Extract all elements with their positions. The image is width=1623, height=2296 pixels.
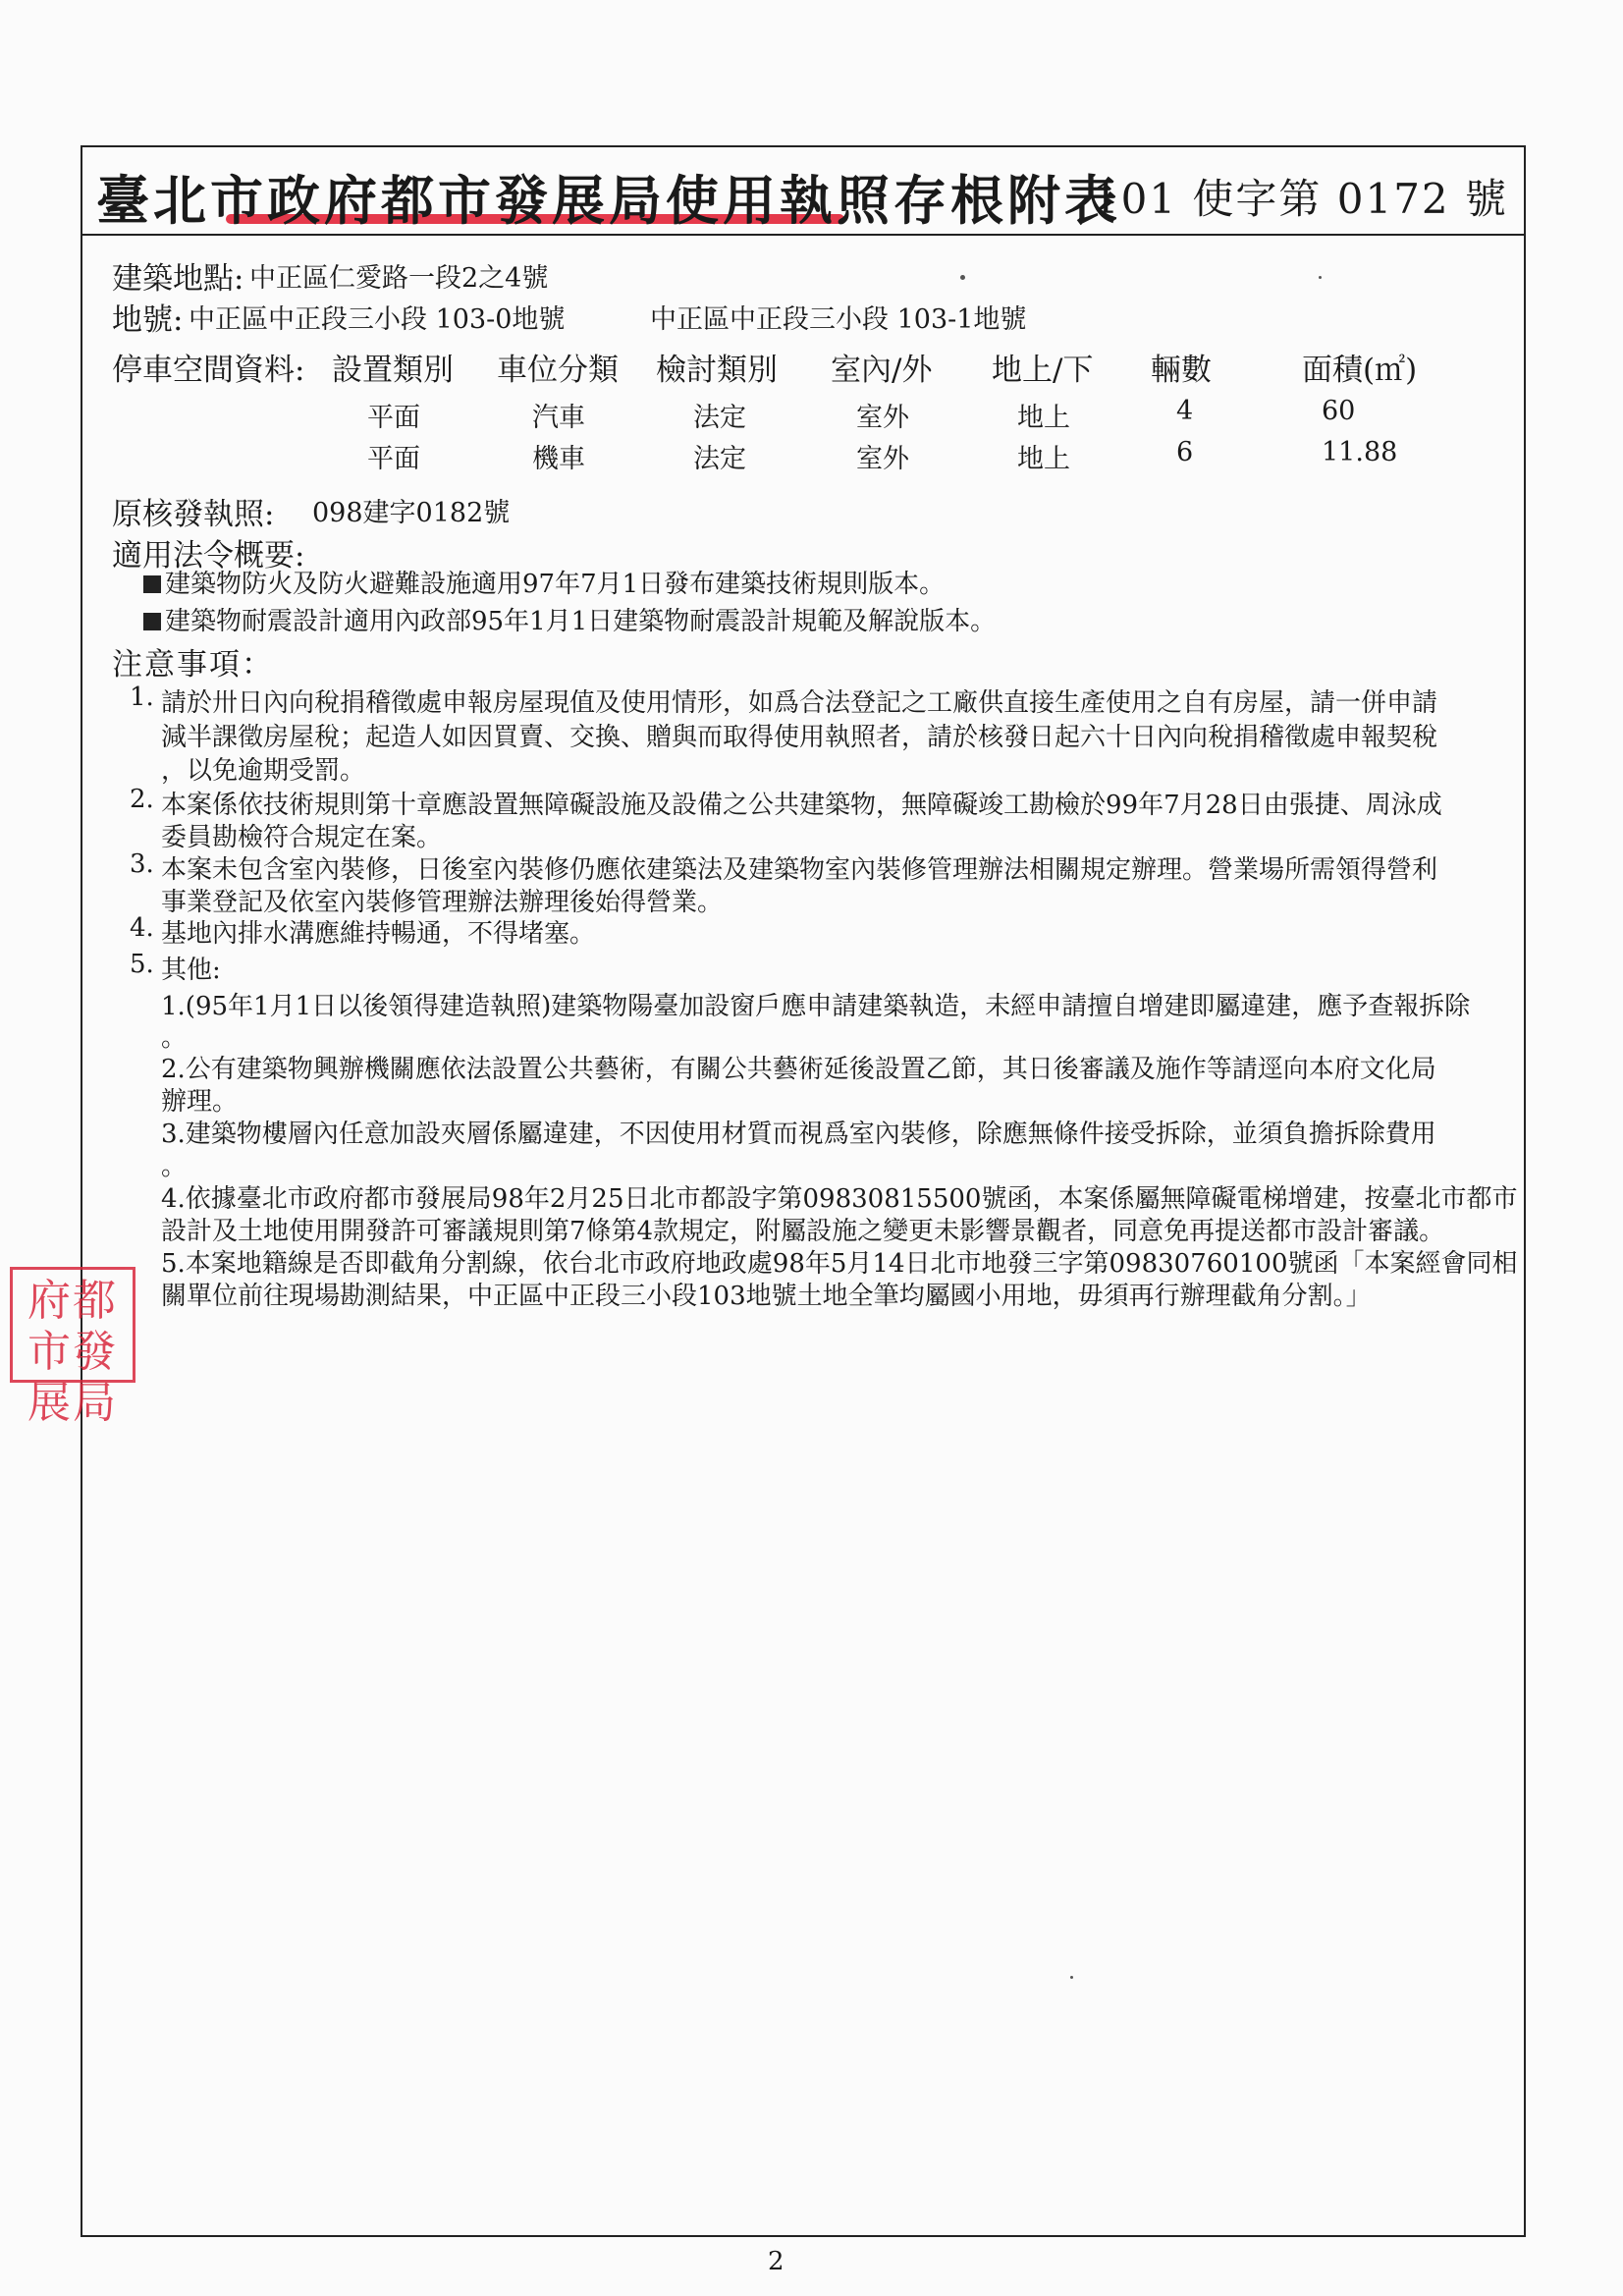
sub-note-text: 4.依據臺北市政府都市發展局98年2月25日北市都設字第09830815500號函，本案係屬無障礙電梯增建，按臺北市都市	[161, 1184, 1518, 1214]
parking-cell: 地上	[1017, 403, 1070, 433]
law-item: 建築物耐震設計適用內政部95年1月1日建築物耐震設計規範及解說版本。	[143, 601, 996, 637]
notes-label: 注意事項：	[112, 647, 274, 683]
note-text: ，以免逾期受罰。	[161, 756, 366, 786]
sub-note-text: 5.本案地籍線是否即截角分割線，依台北市政府地政處98年5月14日北市地發三字第09830760100號函「本案經會同相	[161, 1249, 1518, 1279]
parking-cell: 60	[1322, 396, 1356, 426]
laws-label: 適用法令概要:	[112, 538, 305, 574]
parking-header: 地上/下	[992, 353, 1094, 388]
parking-cell: 法定	[693, 403, 746, 433]
parking-header: 面積(㎡)	[1302, 353, 1418, 388]
sub-note-text: 關單位前往現場勘測結果，中正區中正段三小段103地號土地全筆均屬國小用地，毋須再行辦理截角分割。」	[161, 1282, 1372, 1311]
note-number: 5.	[130, 950, 154, 979]
parking-cell: 平面	[367, 444, 420, 474]
note-text: 其他:	[161, 956, 221, 985]
square-bullet-icon	[143, 613, 161, 630]
official-seal-stamp: 府都市發展局	[10, 1267, 135, 1383]
sub-note-text: 3.建築物樓層內任意加設夾層係屬違建，不因使用材質而視爲室內裝修，除應無條件接受拆除，並須負擔拆除費用	[161, 1120, 1436, 1149]
parking-cell: 平面	[367, 403, 420, 433]
note-number: 4.	[130, 913, 154, 943]
sub-note-text: 。	[161, 1152, 188, 1181]
scan-speck	[960, 275, 965, 280]
note-text: 請於卅日內向稅捐稽徵處申報房屋現值及使用情形，如爲合法登記之工廠供直接生產使用之自有房屋，請一併申請	[161, 688, 1438, 718]
parking-cell: 地上	[1017, 444, 1070, 474]
sub-note-text: 2.公有建築物興辦機關應依法設置公共藝術，有關公共藝術延後設置乙節，其日後審議及施作等請逕向本府文化局	[161, 1055, 1436, 1084]
parking-header: 輛數	[1151, 353, 1212, 388]
document-title: 臺北市政府都市發展局使用執照存根附表	[96, 169, 1121, 232]
note-text: 事業登記及依室內裝修管理辦法辦理後始得營業。	[161, 888, 724, 917]
parking-header: 檢討類別	[656, 353, 778, 388]
parking-header: 車位分類	[497, 353, 619, 388]
parking-cell: 4	[1176, 396, 1194, 426]
lot-value: 中正區中正段三小段 103-1地號	[650, 304, 1027, 335]
original-permit-label: 原核發執照:	[112, 497, 275, 532]
title-row	[81, 145, 1526, 236]
note-number: 3.	[130, 849, 154, 879]
original-permit-value: 098建字0182號	[312, 498, 511, 528]
parking-header: 設置類別	[332, 353, 454, 388]
note-text: 減半課徵房屋稅；起造人如因買賣、交換、贈與而取得使用執照者，請於核發日起六十日內向稅捐稽徵處申報契稅	[161, 723, 1438, 752]
parking-header: 室內/外	[831, 353, 933, 388]
parking-cell: 機車	[532, 444, 585, 474]
parking-cell: 室外	[856, 444, 909, 474]
lot-value: 中正區中正段三小段 103-0地號	[189, 304, 566, 335]
parking-cell: 法定	[693, 444, 746, 474]
parking-cell: 11.88	[1322, 437, 1398, 467]
parking-label: 停車空間資料:	[112, 353, 305, 388]
note-text: 本案係依技術規則第十章應設置無障礙設施及設備之公共建築物，無障礙竣工勘檢於99年7月28日由張捷、周泳成	[161, 791, 1442, 820]
sub-note-text: 。	[161, 1023, 188, 1053]
square-bullet-icon	[143, 575, 161, 593]
note-number: 2.	[130, 785, 154, 814]
scan-speck	[1319, 276, 1322, 279]
parking-cell: 汽車	[532, 403, 585, 433]
scan-speck	[1070, 1976, 1073, 1979]
note-text: 基地內排水溝應維持暢通，不得堵塞。	[161, 919, 596, 949]
site-label: 建築地點:	[112, 261, 244, 297]
note-text: 本案未包含室內裝修，日後室內裝修仍應依建築法及建築物室內裝修管理辦法相關規定辦理。營業場所需領得營利	[161, 855, 1438, 885]
sub-note-text: 設計及土地使用開發許可審議規則第7條第4款規定，附屬設施之變更未影響景觀者，同意免再提送都市設計審議。	[161, 1217, 1445, 1246]
note-number: 1.	[130, 683, 154, 712]
parking-cell: 6	[1176, 437, 1194, 467]
sub-note-text: 辦理。	[161, 1087, 239, 1117]
permit-number: 101 使字第 0172 號	[1092, 175, 1508, 223]
note-text: 委員勘檢符合規定在案。	[161, 823, 443, 852]
lot-label: 地號:	[112, 302, 184, 338]
site-value: 中正區仁愛路一段2之4號	[249, 263, 549, 294]
law-item: 建築物防火及防火避難設施適用97年7月1日發布建築技術規則版本。	[143, 564, 945, 600]
sub-note-text: 1.(95年1月1日以後領得建造執照)建築物陽臺加設窗戶應申請建築執造，未經申請擅自增建即屬違建，應予查報拆除	[161, 992, 1471, 1021]
parking-cell: 室外	[856, 403, 909, 433]
page-number: 2	[768, 2247, 784, 2276]
